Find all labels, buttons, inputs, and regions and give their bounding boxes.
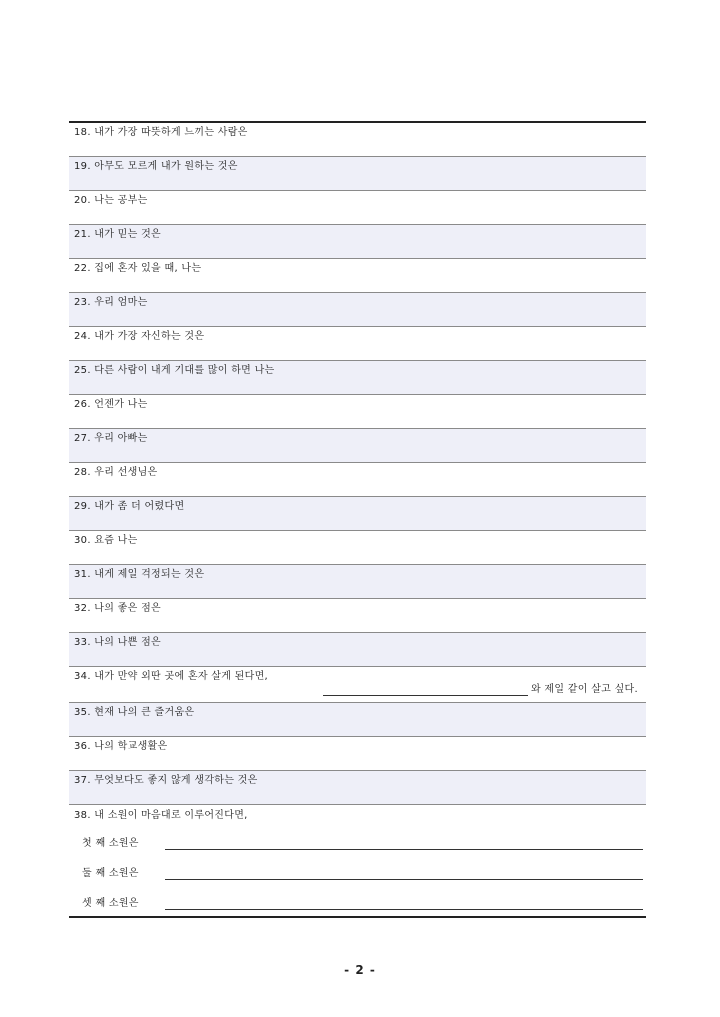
item-text: 28. 우리 선생님은 (74, 467, 158, 478)
wish-label-2: 둘 째 소원은 (82, 868, 139, 879)
item-row (69, 123, 646, 157)
item-row (69, 157, 646, 191)
wish-answer-line-1[interactable] (165, 849, 643, 850)
item-text: 38. 내 소원이 마음대로 이루어진다면, (74, 810, 248, 821)
item-text: 25. 다른 사람이 내게 기대를 많이 하면 나는 (74, 365, 275, 376)
item-row (69, 737, 646, 771)
item-text: 24. 내가 가장 자신하는 것은 (74, 331, 205, 342)
item-text: 20. 나는 공부는 (74, 195, 148, 206)
item-text: 36. 나의 학교생활은 (74, 741, 168, 752)
answer-blank[interactable] (323, 685, 528, 696)
item-row (69, 225, 646, 259)
item-row (69, 565, 646, 599)
item-row (69, 531, 646, 565)
item-text: 33. 나의 나쁜 점은 (74, 637, 161, 648)
item-row (69, 771, 646, 805)
item-34-continuation-text: 와 제일 같이 살고 싶다. (530, 684, 638, 695)
item-row (69, 259, 646, 293)
item-text: 32. 나의 좋은 점은 (74, 603, 161, 614)
item-row-38 (69, 805, 646, 918)
item-text: 30. 요즘 나는 (74, 535, 138, 546)
item-text: 21. 내가 믿는 것은 (74, 229, 161, 240)
item-row (69, 429, 646, 463)
item-row (69, 599, 646, 633)
wish-label-3: 셋 째 소원은 (82, 898, 139, 909)
item-row-34 (69, 667, 646, 703)
item-row (69, 395, 646, 429)
item-text: 18. 내가 가장 따뜻하게 느끼는 사람은 (74, 127, 248, 138)
item-34-continuation (323, 684, 638, 696)
item-text: 31. 내게 제일 걱정되는 것은 (74, 569, 205, 580)
item-text: 23. 우리 엄마는 (74, 297, 148, 308)
page-number: - 2 - (344, 963, 376, 977)
item-row (69, 327, 646, 361)
item-text: 29. 내가 좀 더 어렸다면 (74, 501, 185, 512)
item-text: 27. 우리 아빠는 (74, 433, 148, 444)
item-text: 35. 현재 나의 큰 즐거움은 (74, 707, 195, 718)
wish-label-1: 첫 째 소원은 (82, 838, 139, 849)
item-row (69, 361, 646, 395)
item-text: 34. 내가 만약 외딴 곳에 혼자 살게 된다면, (74, 671, 269, 682)
item-row (69, 293, 646, 327)
item-row (69, 191, 646, 225)
item-row (69, 633, 646, 667)
item-text: 22. 집에 혼자 있을 때, 나는 (74, 263, 202, 274)
wish-answer-line-2[interactable] (165, 879, 643, 880)
item-row (69, 703, 646, 737)
item-text: 19. 아무도 모르게 내가 원하는 것은 (74, 161, 238, 172)
item-text: 26. 언젠가 나는 (74, 399, 148, 410)
item-row (69, 497, 646, 531)
item-text: 37. 무엇보다도 좋지 않게 생각하는 것은 (74, 775, 258, 786)
item-row (69, 463, 646, 497)
wish-answer-line-3[interactable] (165, 909, 643, 910)
sentence-completion-sheet (69, 121, 646, 918)
